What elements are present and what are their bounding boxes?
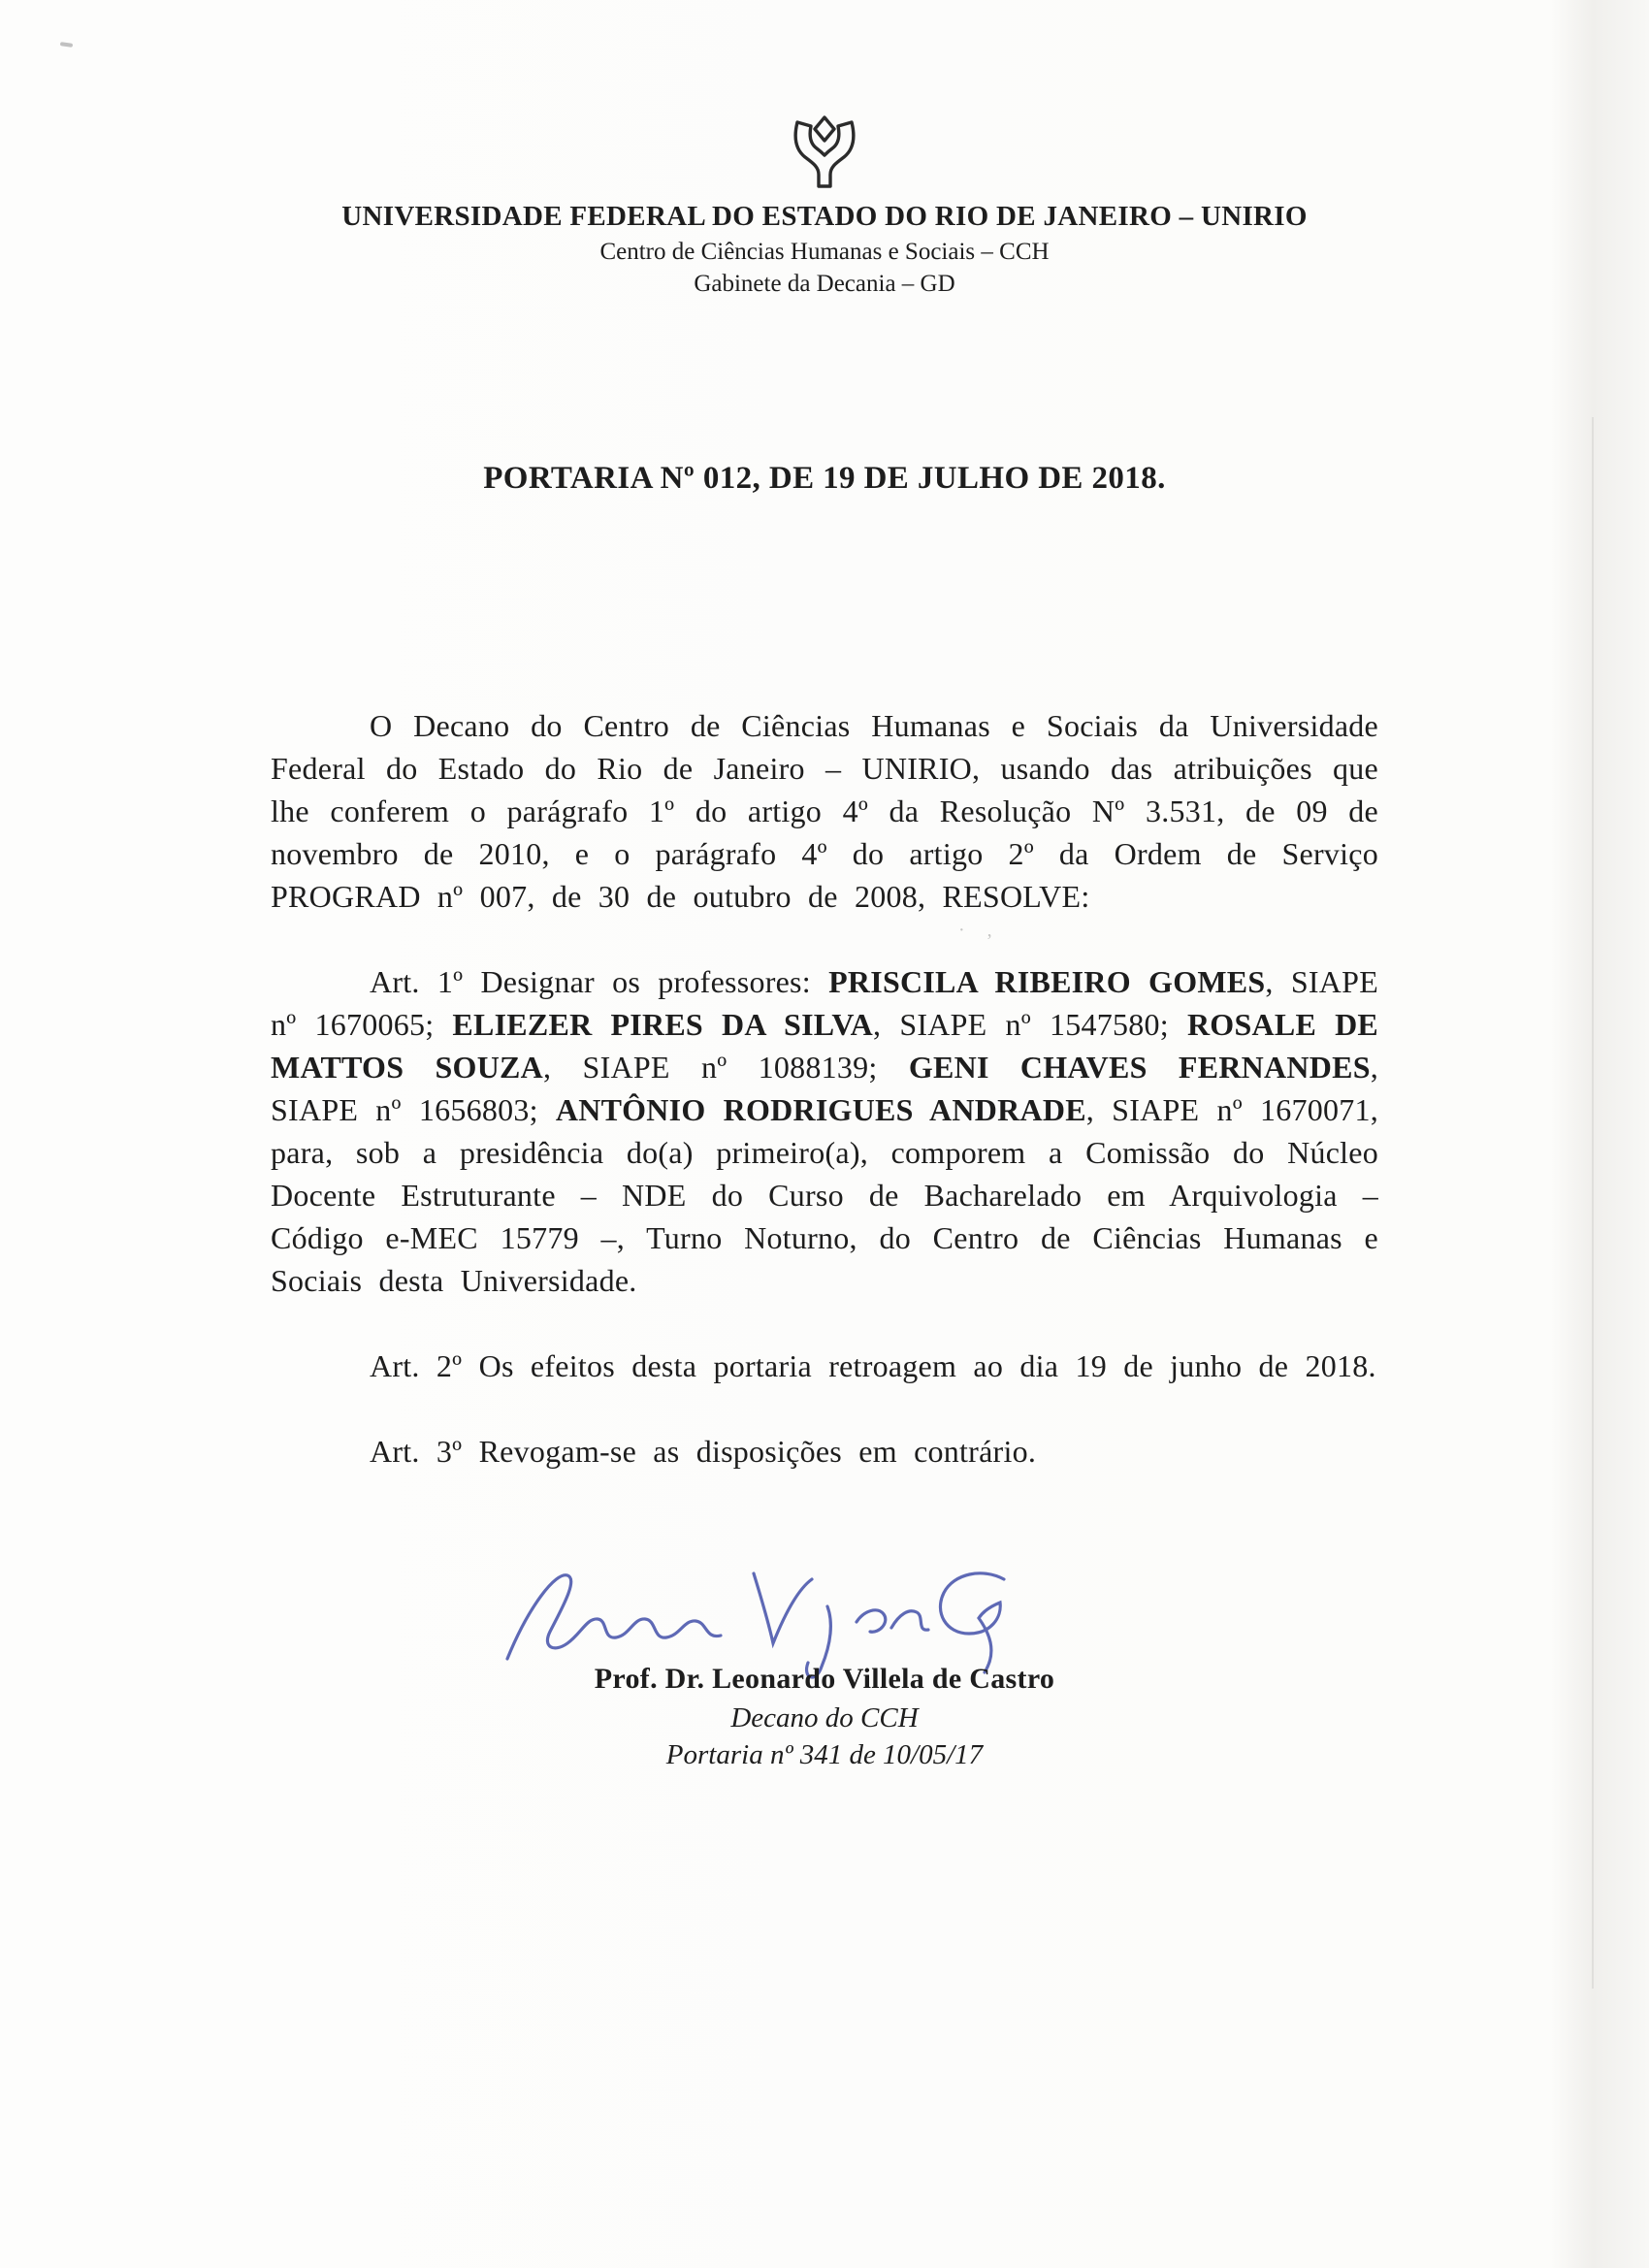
art1-segment: , SIAPE nº 1088139; <box>543 1049 909 1085</box>
art1-segment-name: ANTÔNIO RODRIGUES ANDRADE <box>555 1091 1086 1127</box>
signatory-appointment: Portaria nº 341 de 10/05/17 <box>665 1738 984 1770</box>
scan-noise: · , <box>958 920 1001 941</box>
art1-segment-name: ELIEZER PIRES DA SILVA <box>452 1006 874 1042</box>
art1-segment-name: PRISCILA RIBEIRO GOMES <box>828 963 1266 999</box>
art1-segment: Art. 1º Designar os professores: <box>370 963 829 999</box>
letterhead-university: UNIVERSIDADE FEDERAL DO ESTADO DO RIO DE JANEIRO – UNIRIO <box>341 201 1308 232</box>
letterhead-office: Gabinete da Decania – GD <box>694 271 955 298</box>
document-body <box>271 497 1378 1771</box>
article-1 <box>271 960 1378 1302</box>
scan-edge-artifact <box>1592 417 1594 1989</box>
article-3: Art. 3º Revogam-se as disposições em contrário. <box>370 1433 1037 1469</box>
art1-segment-name: ROSALE DE MATTOS SOUZA <box>271 1006 1379 1085</box>
university-logo-icon <box>784 114 865 190</box>
signatory-name: Prof. Dr. Leonardo Villela de Castro <box>594 1662 1055 1695</box>
art1-segment: , SIAPE nº 1670071, para, sob a presidência do(a) primeiro(a), comporem a Comissão do Núcleo Docente Estruturante – NDE do Curso de Bacharelado em Arquivologia – Código e-MEC 15779 –, Turno Noturno, do Centro de Ciências Humanas e Sociais desta Universidade. <box>271 1091 1378 1298</box>
article-2: Art. 2º Os efeitos desta portaria retroagem ao dia 19 de junho de 2018. <box>370 1347 1376 1383</box>
letterhead <box>0 0 1649 301</box>
art1-segment-name: GENI CHAVES FERNANDES <box>908 1049 1371 1085</box>
signatory-role: Decano do CCH <box>730 1701 919 1733</box>
art1-segment: , SIAPE nº 1670065; <box>271 963 1379 1042</box>
ordinance-title: PORTARIA Nº 012, DE 19 DE JULHO DE 2018. <box>483 460 1166 496</box>
signature-block <box>271 1550 1378 1771</box>
art1-segment: , SIAPE nº 1547580; <box>873 1006 1187 1042</box>
art1-segment: , SIAPE nº 1656803; <box>271 1049 1379 1127</box>
preamble-paragraph: O Decano do Centro de Ciências Humanas e Sociais da Universidade Federal do Estado do Rio de Janeiro – UNIRIO, usando das atribuições que lhe conferem o parágrafo 1º do artigo 4º da Resolução Nº 3.531, de 09 de novembro de 2010, e o parágrafo 4º do artigo 2º da Ordem de Serviço PROGRAD nº 007, de 30 de outubro de 2008, RESOLVE: <box>271 707 1378 914</box>
letterhead-center: Centro de Ciências Humanas e Sociais – CCH <box>599 238 1050 265</box>
